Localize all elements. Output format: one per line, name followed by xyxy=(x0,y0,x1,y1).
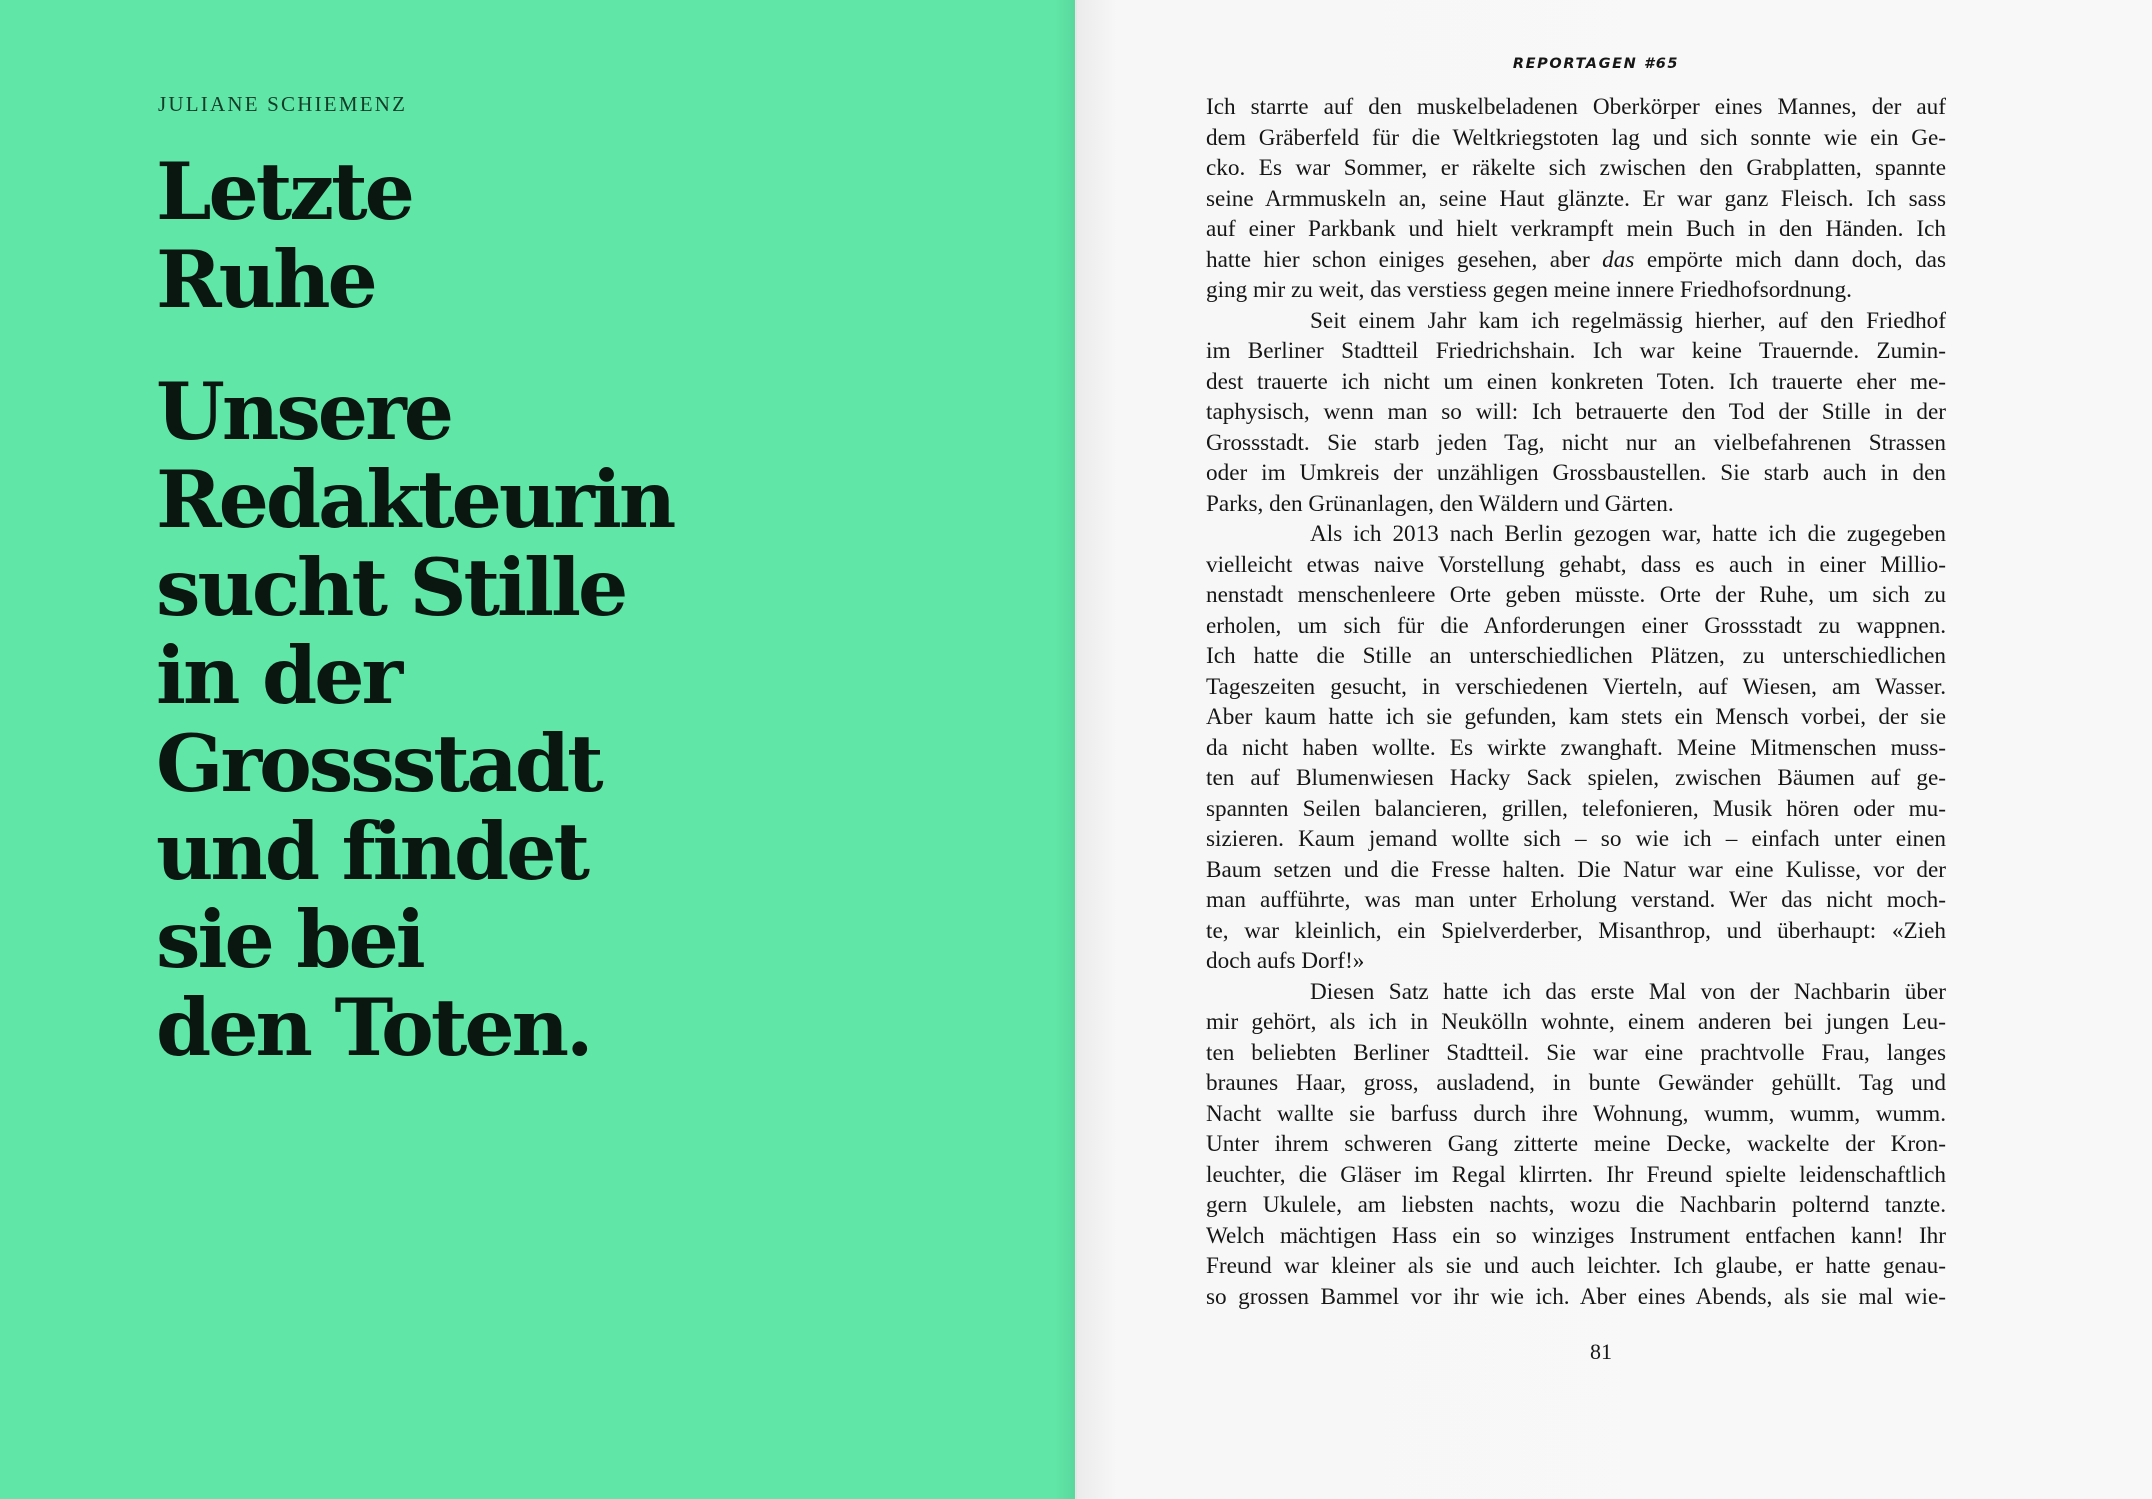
body-line: mir gehört, als ich in Neukölln wohnte, einem anderen bei jungen Leu- xyxy=(1206,1009,1946,1035)
body-line: auf einer Parkbank und hielt verkrampft mein Buch in den Händen. Ich xyxy=(1206,216,1946,242)
body-line: hatte hier schon einiges gesehen, aber das empörte mich dann doch, das xyxy=(1206,246,1946,273)
subtitle-line: in der xyxy=(156,629,401,722)
title-line: Ruhe xyxy=(156,233,375,326)
body-line: oder im Umkreis der unzähligen Grossbaustellen. Sie starb auch in den xyxy=(1206,460,1946,486)
body-line: dest trauerte ich nicht um einen konkreten Toten. Ich trauerte eher me- xyxy=(1206,368,1946,395)
body-line: seine Armmuskeln an, seine Haut glänzte. Er war ganz Fleisch. Ich sass xyxy=(1206,185,1946,212)
subtitle-line: Redakteurin xyxy=(156,453,674,546)
body-line: Seit einem Jahr kam ich regelmässig hierher, auf den Friedhof xyxy=(1310,307,1946,334)
emphasis: das xyxy=(1602,246,1635,273)
body-line: Tageszeiten gesucht, in verschiedenen Vierteln, auf Wiesen, am Wasser. xyxy=(1206,673,1946,700)
subtitle-line: sucht Stille xyxy=(156,541,626,634)
body-line: man aufführte, was man unter Erholung verstand. Wer das nicht moch- xyxy=(1206,887,1946,913)
article-body xyxy=(1206,92,1946,1312)
body-line: Als ich 2013 nach Berlin gezogen war, hatte ich die zugegeben xyxy=(1310,521,1946,547)
body-line: sizieren. Kaum jemand wollte sich – so wie ich – einfach unter einen xyxy=(1206,826,1946,852)
body-line: gern Ukulele, am liebsten nachts, wozu die Nachbarin polternd tanzte. xyxy=(1206,1192,1946,1218)
author-name: JULIANE SCHIEMENZ xyxy=(158,92,408,116)
subtitle-line: sie bei xyxy=(156,893,423,986)
body-line: Parks, den Grünanlagen, den Wäldern und Gärten. xyxy=(1206,490,1674,517)
body-line: cko. Es war Sommer, er räkelte sich zwischen den Grabplatten, spannte xyxy=(1206,155,1946,181)
body-line: vielleicht etwas naive Vorstellung gehabt, dass es auch in einer Millio- xyxy=(1206,551,1946,578)
body-line: ten auf Blumenwiesen Hacky Sack spielen, zwischen Bäumen auf ge- xyxy=(1206,765,1946,791)
running-head: REPORTAGEN #65 xyxy=(1512,56,1680,72)
article-headline xyxy=(156,145,956,1074)
body-line: Nacht wallte sie barfuss durch ihre Wohnung, wumm, wumm, wumm. xyxy=(1206,1100,1946,1127)
body-line: erholen, um sich für die Anforderungen einer Grossstadt zu wappnen. xyxy=(1206,612,1946,639)
body-line: Grossstadt. Sie starb jeden Tag, nicht nur an vielbefahrenen Strassen xyxy=(1206,429,1946,456)
body-line: Welch mächtigen Hass ein so winziges Instrument entfachen kann! Ihr xyxy=(1206,1222,1946,1249)
body-line: so grossen Bammel vor ihr wie ich. Aber eines Abends, als sie mal wie- xyxy=(1206,1283,1946,1310)
body-line: Aber kaum hatte ich sie gefunden, kam stets ein Mensch vorbei, der sie xyxy=(1206,704,1946,730)
body-line: Freund war kleiner als sie und auch leichter. Ich glaube, er hatte genau- xyxy=(1206,1253,1946,1279)
body-line: doch aufs Dorf!» xyxy=(1206,948,1365,974)
body-line: ging mir zu weit, das verstiess gegen meine innere Friedhofsordnung. xyxy=(1206,277,1852,303)
body-line: Ich starrte auf den muskelbeladenen Oberkörper eines Mannes, der auf xyxy=(1206,94,1946,120)
title-line: Letzte xyxy=(156,145,412,238)
body-line: te, war kleinlich, ein Spielverderber, Misanthrop, und überhaupt: «Zieh xyxy=(1206,917,1946,944)
title-gap xyxy=(156,324,956,368)
subtitle-line: Grossstadt xyxy=(156,717,601,810)
body-line: taphysisch, wenn man so will: Ich betrauerte den Tod der Stille in der xyxy=(1206,399,1946,425)
body-line: dem Gräberfeld für die Weltkriegstoten lag und sich sonnte wie ein Ge- xyxy=(1206,124,1946,151)
body-line: braunes Haar, gross, ausladend, in bunte Gewänder gehüllt. Tag und xyxy=(1206,1070,1946,1096)
body-line: spannten Seilen balancieren, grillen, telefonieren, Musik hören oder mu- xyxy=(1206,795,1946,822)
body-line: Ich hatte die Stille an unterschiedlichen Plätzen, zu unterschiedlichen xyxy=(1206,643,1946,669)
body-line: Baum setzen und die Fresse halten. Die Natur war eine Kulisse, vor der xyxy=(1206,856,1946,883)
body-line: Diesen Satz hatte ich das erste Mal von der Nachbarin über xyxy=(1310,978,1946,1005)
left-page xyxy=(0,0,1075,1499)
body-line: ten beliebten Berliner Stadtteil. Sie war eine prachtvolle Frau, langes xyxy=(1206,1039,1946,1066)
subtitle-line: Unsere xyxy=(156,365,451,458)
subtitle-line: den Toten. xyxy=(156,981,591,1074)
page-number: 81 xyxy=(1590,1339,1612,1364)
body-line: leuchter, die Gläser im Regal klirrten. Ihr Freund spielte leidenschaftlich xyxy=(1206,1161,1946,1188)
body-line: da nicht haben wollte. Es wirkte zwanghaft. Meine Mitmenschen muss- xyxy=(1206,734,1946,761)
subtitle-line: und findet xyxy=(156,805,588,898)
body-line: im Berliner Stadtteil Friedrichshain. Ich war keine Trauernde. Zumin- xyxy=(1206,338,1946,364)
body-line: nenstadt menschenleere Orte geben müsste. Orte der Ruhe, um sich zu xyxy=(1206,582,1946,608)
body-line: Unter ihrem schweren Gang zitterte meine Decke, wackelte der Kron- xyxy=(1206,1131,1946,1157)
